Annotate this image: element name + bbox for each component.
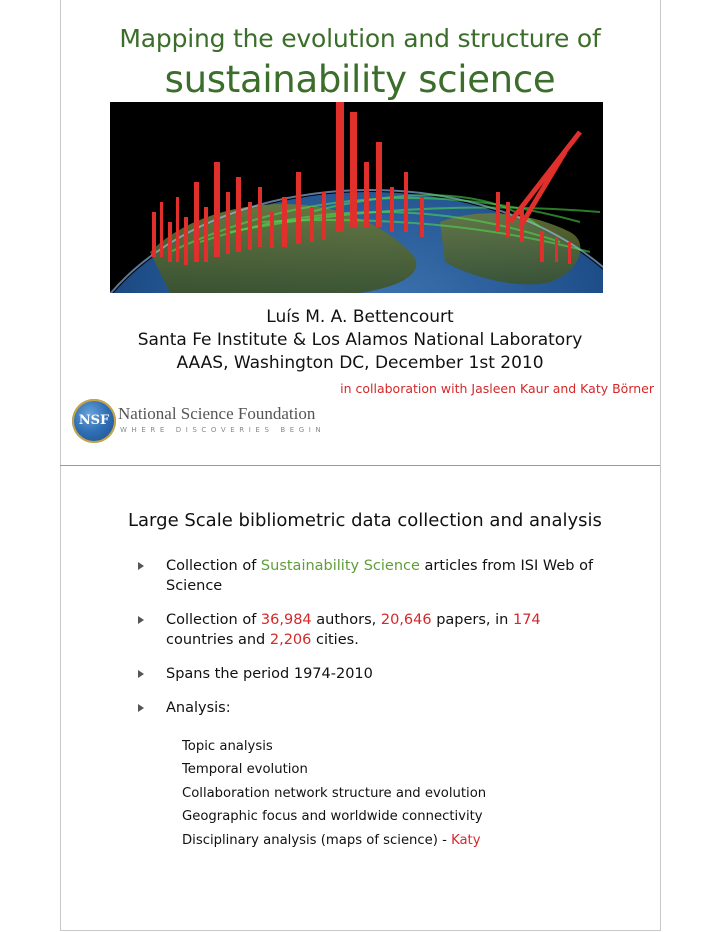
papers-count: 20,646 <box>380 612 432 628</box>
slide1-title-line1: Mapping the evolution and structure of <box>119 24 601 53</box>
event-info: AAAS, Washington DC, December 1st 2010 <box>176 353 544 373</box>
analysis-item: Topic analysis <box>182 739 273 754</box>
katy-highlight: Katy <box>451 832 481 848</box>
bullet-text: Collection of <box>166 612 261 628</box>
bullet-collection-articles <box>138 556 608 596</box>
cities-count: 2,206 <box>269 632 312 648</box>
triangle-bullet-icon <box>138 562 144 570</box>
nsf-seal-icon <box>72 399 116 443</box>
analysis-item-text: Disciplinary analysis (maps of science) - <box>182 832 452 848</box>
analysis-item: Collaboration network structure and evolution <box>182 785 487 801</box>
slide1-title-line2: sustainability science <box>164 58 556 101</box>
bullet-text: countries and <box>166 632 270 648</box>
bullet-text: articles from ISI Web of Science <box>166 558 594 594</box>
author-affiliation: Santa Fe Institute & Los Alamos National Laboratory <box>137 330 583 350</box>
globe-svg <box>110 102 603 293</box>
nsf-name: National Science Foundation <box>118 404 316 423</box>
globe-visualization-image <box>110 102 603 293</box>
analysis-item: Geographic focus and worldwide connectivity <box>182 809 483 825</box>
bullet-text: Collection of <box>166 558 261 574</box>
analysis-item <box>182 829 486 852</box>
bullet-text: papers, in <box>431 612 513 628</box>
nsf-logo <box>66 396 326 452</box>
countries-count: 174 <box>512 612 541 628</box>
authors-count: 36,984 <box>260 612 312 628</box>
nsf-seal-text: NSF <box>78 413 110 428</box>
nsf-tagline: WHERE DISCOVERIES BEGIN <box>120 426 326 434</box>
triangle-bullet-icon <box>138 704 144 712</box>
collaboration-note: in collaboration with Jasleen Kaur and Katy Börner <box>340 381 654 396</box>
bullet-time-span <box>138 664 608 684</box>
bullet-text: Spans the period 1974-2010 <box>166 666 373 682</box>
sustainability-science-highlight: Sustainability Science <box>260 558 420 574</box>
analysis-list <box>182 735 486 852</box>
bullet-analysis <box>138 698 608 718</box>
bullet-list <box>138 556 608 718</box>
triangle-bullet-icon <box>138 616 144 624</box>
bullet-text: cities. <box>311 632 359 648</box>
triangle-bullet-icon <box>138 670 144 678</box>
slide-divider <box>60 465 660 466</box>
bullet-collection-counts <box>138 610 608 650</box>
slide2-title: Large Scale bibliometric data collection and analysis <box>128 510 602 531</box>
bullet-text: Analysis: <box>166 700 231 716</box>
bullet-text: authors, <box>311 612 381 628</box>
analysis-item: Temporal evolution <box>182 762 308 778</box>
author-name: Luís M. A. Bettencourt <box>266 307 454 327</box>
